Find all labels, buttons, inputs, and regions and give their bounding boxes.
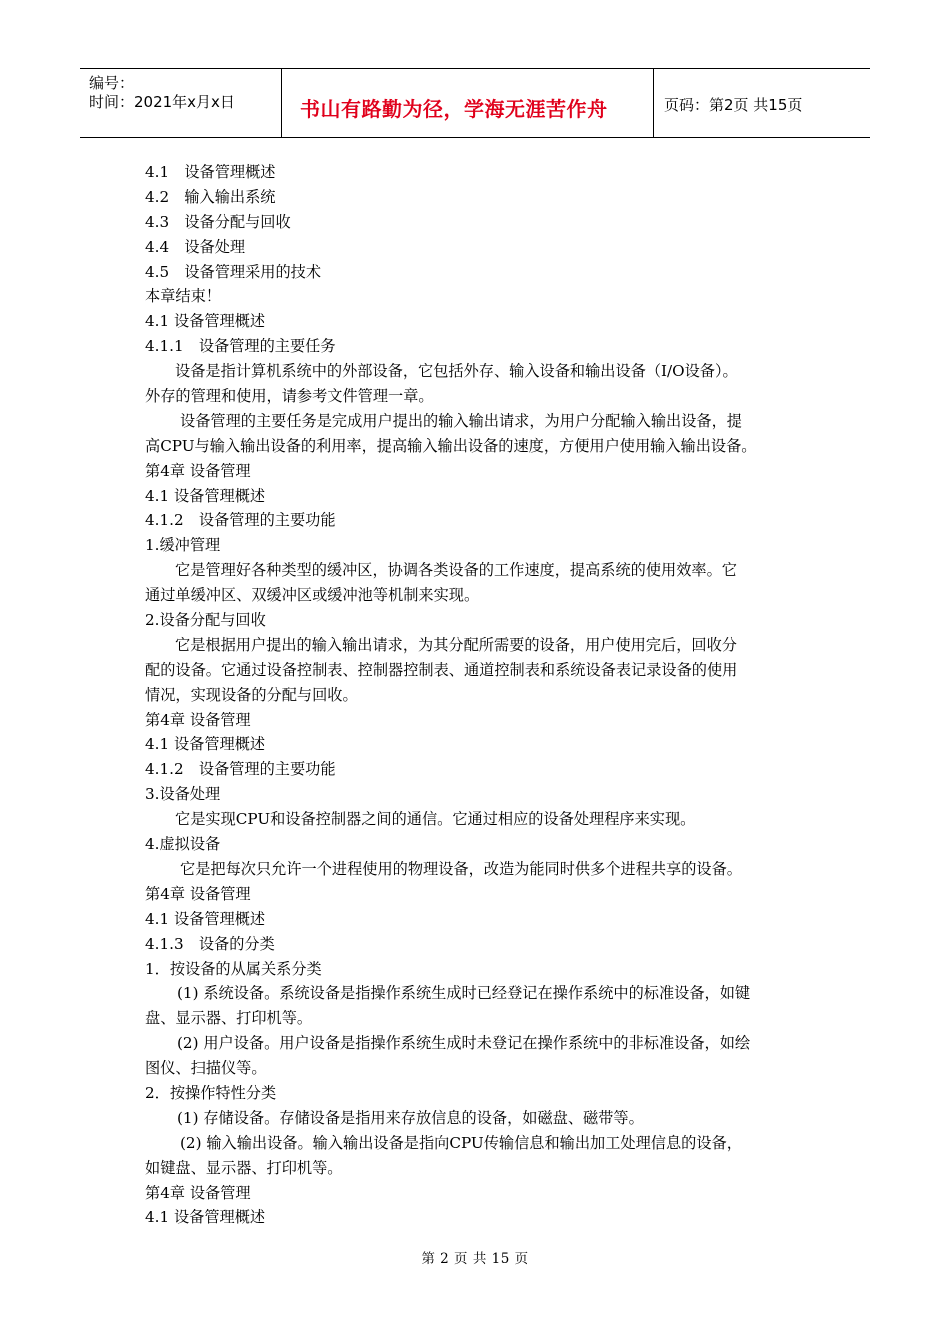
header-info-cell bbox=[80, 69, 282, 137]
body-line: 第4章 设备管理 bbox=[145, 1183, 251, 1202]
body-line: 4.1 设备管理概述 bbox=[145, 909, 266, 928]
body-line: 2.设备分配与回收 bbox=[145, 611, 266, 630]
body-line: 2．按操作特性分类 bbox=[145, 1083, 277, 1102]
body-line: 第4章 设备管理 bbox=[145, 461, 251, 480]
page-footer: 第 2 页 共 15 页 bbox=[421, 1251, 529, 1267]
body-line: 4.4 设备处理 bbox=[145, 237, 246, 256]
body-line: 3.设备处理 bbox=[145, 785, 221, 804]
body-line: 配的设备。它通过设备控制表、控制器控制表、通道控制表和系统设备表记录设备的使用 bbox=[145, 660, 738, 679]
body-line: 盘、显示器、打印机等。 bbox=[145, 1009, 313, 1028]
body-line: (2) 用户设备。用户设备是指操作系统生成时未登记在操作系统中的非标准设备，如绘 bbox=[177, 1034, 751, 1053]
header-page-number: 页码：第2页 共15页 bbox=[664, 96, 803, 114]
body-line: 4.1 设备管理概述 bbox=[145, 486, 266, 505]
body-line: 设备管理的主要任务是完成用户提出的输入输出请求，为用户分配输入输出设备，提 bbox=[180, 411, 742, 430]
body-line: 它是管理好各种类型的缓冲区，协调各类设备的工作速度，提高系统的使用效率。它 bbox=[175, 561, 737, 580]
body-line: 4.1 设备管理概述 bbox=[145, 735, 266, 754]
body-line: 它是根据用户提出的输入输出请求，为其分配所需要的设备，用户使用完后，回收分 bbox=[175, 635, 737, 654]
body-line: 4.1.2 设备管理的主要功能 bbox=[145, 760, 336, 779]
body-line: 4.1 设备管理概述 bbox=[145, 312, 266, 331]
body-line: 4.3 设备分配与回收 bbox=[145, 212, 291, 231]
body-line: 4.1.3 设备的分类 bbox=[145, 934, 275, 953]
body-line: 设备是指计算机系统中的外部设备，它包括外存、输入设备和输出设备（I/O设备）。 bbox=[175, 362, 738, 381]
body-line: 第4章 设备管理 bbox=[145, 884, 251, 903]
header-motto: 书山有路勤为径，学海无涯苦作舟 bbox=[300, 97, 608, 121]
body-line: 情况，实现设备的分配与回收。 bbox=[145, 685, 358, 704]
body-line: (1) 存储设备。存储设备是指用来存放信息的设备，如磁盘、磁带等。 bbox=[177, 1108, 644, 1127]
body-line: 1.缓冲管理 bbox=[145, 536, 221, 555]
body-line: 4.2 输入输出系统 bbox=[145, 187, 276, 206]
body-line: 1．按设备的从属关系分类 bbox=[145, 959, 322, 978]
body-line: 如键盘、显示器、打印机等。 bbox=[145, 1158, 343, 1177]
body-line: 通过单缓冲区、双缓冲区或缓冲池等机制来实现。 bbox=[145, 586, 480, 605]
body-line: 4.1 设备管理概述 bbox=[145, 163, 276, 181]
body-line: 高CPU与输入输出设备的利用率，提高输入输出设备的速度，方便用户使用输入输出设备。 bbox=[145, 436, 757, 455]
body-line: 它是实现CPU和设备控制器之间的通信。它通过相应的设备处理程序来实现。 bbox=[175, 810, 696, 829]
header-motto-cell bbox=[282, 69, 654, 137]
body-line: 第4章 设备管理 bbox=[145, 710, 251, 729]
body-line: 外存的管理和使用，请参考文件管理一章。 bbox=[145, 387, 434, 406]
document-date-label: 时间：2021年x月x日 bbox=[89, 93, 235, 111]
body-line: 图仪、扫描仪等。 bbox=[145, 1059, 267, 1078]
body-line: (1) 系统设备。系统设备是指操作系统生成时已经登记在操作系统中的标准设备，如键 bbox=[177, 984, 751, 1003]
document-number-label: 编号： bbox=[89, 74, 135, 92]
body-line: 它是把每次只允许一个进程使用的物理设备，改造为能同时供多个进程共享的设备。 bbox=[180, 859, 742, 878]
body-line: 4.虚拟设备 bbox=[145, 835, 221, 854]
document-body bbox=[145, 160, 820, 1230]
body-line: (2) 输入输出设备。输入输出设备是指向CPU传输信息和输出加工处理信息的设备， bbox=[180, 1133, 742, 1152]
body-line: 4.1.1 设备管理的主要任务 bbox=[145, 337, 336, 356]
header-page-cell bbox=[654, 69, 870, 137]
body-line: 4.5 设备管理采用的技术 bbox=[145, 262, 322, 281]
page-header bbox=[80, 68, 870, 138]
body-line: 本章结束！ bbox=[145, 287, 221, 306]
body-line: 4.1.2 设备管理的主要功能 bbox=[145, 511, 336, 530]
body-line: 4.1 设备管理概述 bbox=[145, 1208, 266, 1227]
